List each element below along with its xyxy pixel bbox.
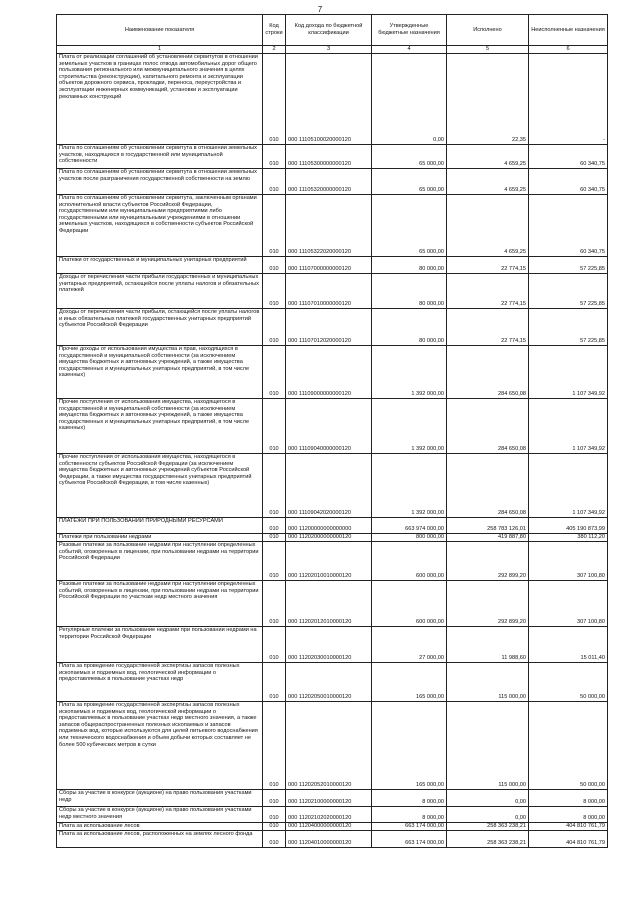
executed-amount: 258 363 238,21: [447, 831, 529, 848]
revenue-code: 000 11107010000000120: [286, 274, 372, 309]
unexecuted-amount: 57 225,85: [529, 257, 608, 274]
line-code: 010: [263, 663, 286, 702]
table-row: [57, 399, 608, 454]
table-row: [57, 309, 608, 346]
approved-amount: 165 000,00: [372, 663, 447, 702]
revenue-code: 000 11109000000000120: [286, 346, 372, 399]
line-code: 010: [263, 823, 286, 831]
approved-amount: 80 000,00: [372, 309, 447, 346]
column-number: 1: [57, 46, 263, 54]
line-code: 010: [263, 518, 286, 534]
revenue-code: 000 11202102020000120: [286, 807, 372, 823]
indicator-name: Разовые платежи за пользование недрами при наступлении определенных событий, оговоренных в лицензии, при пользовании недрами на территории Российской Федерации по участкам недр местного значения: [57, 581, 263, 627]
line-code: 010: [263, 399, 286, 454]
approved-amount: 65 000,00: [372, 169, 447, 195]
unexecuted-amount: 404 810 761,79: [529, 831, 608, 848]
approved-amount: 1 392 000,00: [372, 399, 447, 454]
table-row: [57, 831, 608, 848]
header-unexecuted: Неисполненные назначения: [529, 15, 608, 46]
table-row: [57, 274, 608, 309]
table-row: [57, 790, 608, 807]
table-row: [57, 54, 608, 145]
approved-amount: 8 000,00: [372, 807, 447, 823]
header-line-code: Код строки: [263, 15, 286, 46]
table-row: [57, 823, 608, 831]
unexecuted-amount: 57 225,85: [529, 309, 608, 346]
executed-amount: 115 000,00: [447, 663, 529, 702]
indicator-name: Плата за использование лесов, расположенных на землях лесного фонда: [57, 831, 263, 848]
header-approved: Утвержденные бюджетные назначения: [372, 15, 447, 46]
indicator-name: Регулярные платежи за пользование недрами при пользовании недрами на территории Российской Федерации: [57, 627, 263, 663]
column-number: 6: [529, 46, 608, 54]
table-row: [57, 542, 608, 581]
line-code: 010: [263, 54, 286, 145]
unexecuted-amount: 60 340,75: [529, 145, 608, 169]
line-code: 010: [263, 454, 286, 518]
executed-amount: 22,35: [447, 54, 529, 145]
revenue-code: 000 11109042020000120: [286, 454, 372, 518]
unexecuted-amount: 60 340,75: [529, 195, 608, 257]
indicator-name: Платежи от государственных и муниципальных унитарных предприятий: [57, 257, 263, 274]
table-row: [57, 518, 608, 534]
executed-amount: 22 774,15: [447, 274, 529, 309]
executed-amount: 292 899,20: [447, 542, 529, 581]
indicator-name: Плата по соглашениям об установлении сервитута в отношении земельных участков, находящихся в государственной или муниципальной собственности: [57, 145, 263, 169]
indicator-name: Разовые платежи за пользование недрами при наступлении определенных событий, оговоренных в лицензии, при пользовании недрами на территории Российской Федерации: [57, 542, 263, 581]
executed-amount: 284 650,08: [447, 346, 529, 399]
approved-amount: 0,00: [372, 54, 447, 145]
indicator-name: Сборы за участие в конкурсе (аукционе) на право пользования участками недр: [57, 790, 263, 807]
executed-amount: 258 363 238,21: [447, 823, 529, 831]
executed-amount: 4 659,25: [447, 195, 529, 257]
table-row: [57, 663, 608, 702]
indicator-name: ПЛАТЕЖИ ПРИ ПОЛЬЗОВАНИИ ПРИРОДНЫМИ РЕСУРСАМИ: [57, 518, 263, 534]
revenue-code: 000 11105100020000120: [286, 54, 372, 145]
revenue-code: 000 11202052010000120: [286, 702, 372, 790]
unexecuted-amount: 404 810 761,79: [529, 823, 608, 831]
table-row: [57, 195, 608, 257]
table-row: [57, 534, 608, 542]
table-row: [57, 346, 608, 399]
table-row: [57, 702, 608, 790]
indicator-name: Платежи при пользовании недрами: [57, 534, 263, 542]
line-code: 010: [263, 581, 286, 627]
approved-amount: 8 000,00: [372, 790, 447, 807]
page-number: 7: [317, 5, 323, 14]
unexecuted-amount: 380 112,20: [529, 534, 608, 542]
line-code: 010: [263, 831, 286, 848]
approved-amount: 663 974 000,00: [372, 518, 447, 534]
line-code: 010: [263, 534, 286, 542]
table-row: [57, 169, 608, 195]
revenue-code: 000 11202010010000120: [286, 542, 372, 581]
executed-amount: 22 774,15: [447, 257, 529, 274]
executed-amount: 284 650,08: [447, 399, 529, 454]
table-body: [57, 54, 608, 848]
table-row: [57, 627, 608, 663]
indicator-name: Плата по соглашениям об установлении сервитута в отношении земельных участков после разграничения государственной собственности на землю: [57, 169, 263, 195]
executed-amount: 292 899,20: [447, 581, 529, 627]
unexecuted-amount: 1 107 349,92: [529, 399, 608, 454]
line-code: 010: [263, 274, 286, 309]
revenue-code: 000 11202100000000120: [286, 790, 372, 807]
approved-amount: 1 392 000,00: [372, 346, 447, 399]
indicator-name: Плата за использование лесов: [57, 823, 263, 831]
revenue-code: 000 11107012020000120: [286, 309, 372, 346]
revenue-code: 000 11202050010000120: [286, 663, 372, 702]
unexecuted-amount: -: [529, 54, 608, 145]
executed-amount: 4 659,25: [447, 169, 529, 195]
executed-amount: 284 650,08: [447, 454, 529, 518]
approved-amount: 65 000,00: [372, 145, 447, 169]
line-code: 010: [263, 790, 286, 807]
approved-amount: 80 000,00: [372, 257, 447, 274]
unexecuted-amount: 1 107 349,92: [529, 454, 608, 518]
unexecuted-amount: 15 011,40: [529, 627, 608, 663]
unexecuted-amount: 50 000,00: [529, 702, 608, 790]
executed-amount: 22 774,15: [447, 309, 529, 346]
indicator-name: Сборы за участие в конкурсе (аукционе) на право пользования участками недр местного значения: [57, 807, 263, 823]
header-row: [57, 15, 608, 46]
unexecuted-amount: 1 107 349,92: [529, 346, 608, 399]
column-number: 2: [263, 46, 286, 54]
revenue-code: 000 11105300000000120: [286, 145, 372, 169]
unexecuted-amount: 50 000,00: [529, 663, 608, 702]
unexecuted-amount: 307 100,80: [529, 581, 608, 627]
line-code: 010: [263, 346, 286, 399]
approved-amount: 80 000,00: [372, 274, 447, 309]
line-code: 010: [263, 257, 286, 274]
header-executed: Исполнено: [447, 15, 529, 46]
executed-amount: 4 659,25: [447, 145, 529, 169]
indicator-name: Прочие поступления от использования имущества, находящегося в государственной и муниципальной собственности (за исключением имущества бюджетных и автономных учреждений, а также имущества государственных и муниципальных унитарных предприятий, в том числе казенных): [57, 399, 263, 454]
revenue-code: 000 11204010000000120: [286, 831, 372, 848]
column-number: 3: [286, 46, 372, 54]
line-code: 010: [263, 807, 286, 823]
column-number: 5: [447, 46, 529, 54]
table-row: [57, 257, 608, 274]
approved-amount: 663 174 000,00: [372, 823, 447, 831]
revenue-code: 000 11105322020000120: [286, 195, 372, 257]
table-row: [57, 581, 608, 627]
indicator-name: Плата за проведение государственной экспертизы запасов полезных ископаемых и подземных вод, геологической информации о предоставляемых в пользование участках недр местного значения, а также запасов общераспространенных полезных ископаемых и запасов подземных вод, которые используются для целей питьевого водоснабжения или технического водоснабжения и объем добычи которых составляет не более 500 кубических метров в сутки: [57, 702, 263, 790]
indicator-name: Плата от реализации соглашений об установлении сервитутов в отношении земельных участков в границах полос отвода автомобильных дорог общего пользования регионального или межмуниципального значения в целях строительства (реконструкции), капитального ремонта и эксплуатации объектов дорожного сервиса, прокладки, переноса, переустройства и эксплуатации инженерных коммуникаций, установки и эксплуатации рекламных конструкций: [57, 54, 263, 145]
line-code: 010: [263, 309, 286, 346]
revenue-code: 000 11202030010000120: [286, 627, 372, 663]
revenue-code: 000 11105320000000120: [286, 169, 372, 195]
indicator-name: Доходы от перечисления части прибыли государственных и муниципальных унитарных предприятий, остающейся после уплаты налогов и обязательных платежей: [57, 274, 263, 309]
revenue-code: 000 11202000000000120: [286, 534, 372, 542]
table-row: [57, 145, 608, 169]
line-code: 010: [263, 542, 286, 581]
line-code: 010: [263, 627, 286, 663]
unexecuted-amount: 405 190 873,99: [529, 518, 608, 534]
executed-amount: 0,00: [447, 807, 529, 823]
line-code: 010: [263, 702, 286, 790]
unexecuted-amount: 60 340,75: [529, 169, 608, 195]
line-code: 010: [263, 145, 286, 169]
line-code: 010: [263, 195, 286, 257]
approved-amount: 27 000,00: [372, 627, 447, 663]
revenue-code: 000 11107000000000120: [286, 257, 372, 274]
unexecuted-amount: 8 000,00: [529, 807, 608, 823]
executed-amount: 258 783 126,01: [447, 518, 529, 534]
header-revenue-code: Код дохода по бюджетной классификации: [286, 15, 372, 46]
executed-amount: 419 887,80: [447, 534, 529, 542]
approved-amount: 165 000,00: [372, 702, 447, 790]
column-number-row: [57, 46, 608, 54]
executed-amount: 11 988,60: [447, 627, 529, 663]
indicator-name: Прочие поступления от использования имущества, находящегося в собственности субъектов Российской Федерации (за исключением имущества бюджетных и автономных учреждений субъектов Российской Федерации, а также имущества государственных унитарных предприятий субъектов Российской Федерации, в том числе казенных): [57, 454, 263, 518]
executed-amount: 115 000,00: [447, 702, 529, 790]
unexecuted-amount: 307 100,80: [529, 542, 608, 581]
indicator-name: Плата по соглашениям об установлении сервитута, заключенным органами исполнительной власти субъектов Российской Федерации, государственными или муниципальными предприятиями либо государственными или муниципальными учреждениями в отношении земельных участков, находящихся в собственности субъектов Российской Федерации: [57, 195, 263, 257]
table-row: [57, 454, 608, 518]
unexecuted-amount: 8 000,00: [529, 790, 608, 807]
approved-amount: 600 000,00: [372, 581, 447, 627]
unexecuted-amount: 57 225,85: [529, 274, 608, 309]
revenue-code: 000 11204000000000120: [286, 823, 372, 831]
column-number: 4: [372, 46, 447, 54]
revenue-code: 000 11109040000000120: [286, 399, 372, 454]
executed-amount: 0,00: [447, 790, 529, 807]
approved-amount: 600 000,00: [372, 542, 447, 581]
revenue-report-table: [56, 14, 608, 848]
approved-amount: 800 000,00: [372, 534, 447, 542]
indicator-name: Плата за проведение государственной экспертизы запасов полезных ископаемых и подземных вод, геологической информации о предоставляемых в пользование участках недр: [57, 663, 263, 702]
revenue-code: 000 11200000000000000: [286, 518, 372, 534]
indicator-name: Доходы от перечисления части прибыли, остающейся после уплаты налогов и иных обязательных платежей государственных унитарных предприятий субъектов Российской Федерации: [57, 309, 263, 346]
approved-amount: 663 174 000,00: [372, 831, 447, 848]
table-row: [57, 807, 608, 823]
header-indicator-name: Наименование показателя: [57, 15, 263, 46]
revenue-code: 000 11202012010000120: [286, 581, 372, 627]
indicator-name: Прочие доходы от использования имущества и прав, находящихся в государственной и муниципальной собственности (за исключением имущества бюджетных и автономных учреждений, а также имущества государственных и муниципальных унитарных предприятий, в том числе казенных): [57, 346, 263, 399]
line-code: 010: [263, 169, 286, 195]
approved-amount: 65 000,00: [372, 195, 447, 257]
approved-amount: 1 392 000,00: [372, 454, 447, 518]
